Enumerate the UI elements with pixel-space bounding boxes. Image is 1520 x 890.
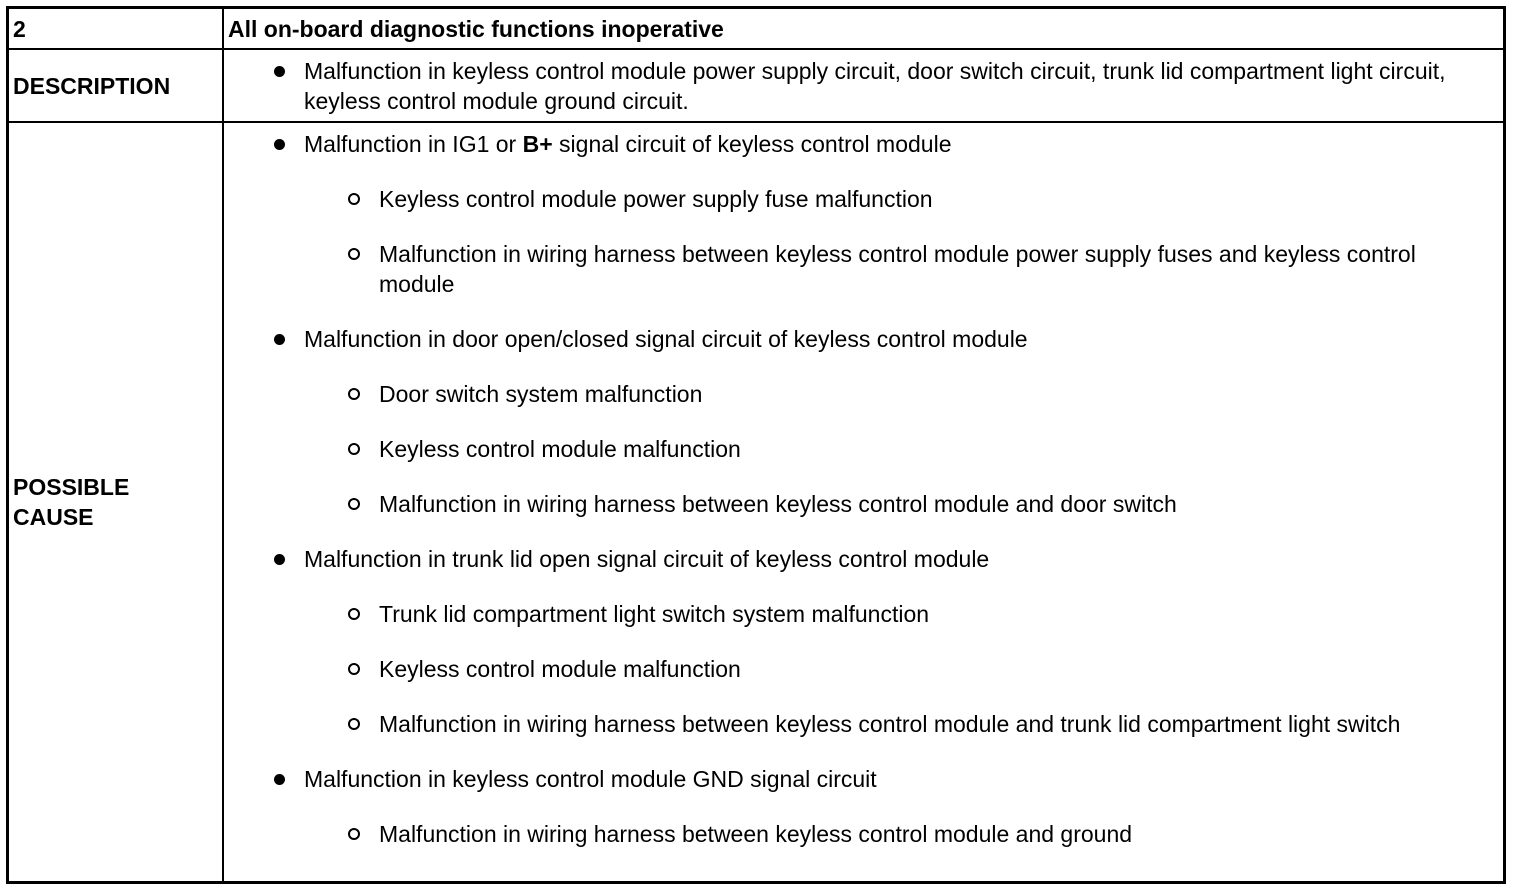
cause-subitem-text: Malfunction in wiring harness between keyless control module and ground bbox=[379, 821, 1133, 847]
hollow-bullet-icon bbox=[348, 193, 360, 205]
hollow-bullet-icon bbox=[348, 388, 360, 400]
cause-subitem bbox=[224, 379, 1503, 409]
description-content bbox=[224, 50, 1503, 123]
filled-bullet-icon bbox=[274, 66, 285, 77]
cause-subitem bbox=[224, 489, 1503, 519]
cause-title-text: Malfunction in trunk lid open signal circuit of keyless control module bbox=[304, 546, 990, 572]
cause-subitem-text: Malfunction in wiring harness between keyless control module power supply fuses and keyless control module bbox=[379, 241, 1416, 297]
cause-subitem bbox=[224, 599, 1503, 629]
cause-group-title bbox=[224, 764, 1503, 794]
step-title bbox=[224, 9, 1503, 50]
filled-bullet-icon bbox=[274, 774, 285, 785]
cause-subitem bbox=[224, 434, 1503, 464]
cause-subitem-text: Malfunction in wiring harness between keyless control module and trunk lid compartment light switch bbox=[379, 711, 1401, 737]
possible-cause-label-line1: POSSIBLE bbox=[13, 474, 130, 500]
hollow-bullet-icon bbox=[348, 828, 360, 840]
step-number bbox=[9, 9, 224, 50]
cause-title-text: Malfunction in keyless control module GND signal circuit bbox=[304, 766, 877, 792]
hollow-bullet-icon bbox=[348, 718, 360, 730]
cause-subitem-text: Door switch system malfunction bbox=[379, 381, 703, 407]
possible-cause-label bbox=[9, 123, 224, 881]
hollow-bullet-icon bbox=[348, 443, 360, 455]
cause-title-post: signal circuit of keyless control module bbox=[552, 131, 952, 157]
description-item-text: Malfunction in keyless control module power supply circuit, door switch circuit, trunk lid compartment light circuit, keyless control module ground circuit. bbox=[304, 58, 1446, 114]
hollow-bullet-icon bbox=[348, 663, 360, 675]
cause-subitem bbox=[224, 654, 1503, 684]
cause-title-pre: Malfunction in IG1 or bbox=[304, 131, 523, 157]
cause-group-title bbox=[224, 129, 1503, 159]
possible-cause-label-line2: CAUSE bbox=[13, 504, 94, 530]
cause-title-strong: B+ bbox=[522, 131, 553, 157]
cause-subitem bbox=[224, 819, 1503, 849]
hollow-bullet-icon bbox=[348, 498, 360, 510]
filled-bullet-icon bbox=[274, 554, 285, 565]
cause-subitem-text: Malfunction in wiring harness between keyless control module and door switch bbox=[379, 491, 1177, 517]
description-item bbox=[224, 56, 1503, 116]
description-label-text: DESCRIPTION bbox=[13, 72, 171, 99]
filled-bullet-icon bbox=[274, 334, 285, 345]
cause-group-title bbox=[224, 324, 1503, 354]
hollow-bullet-icon bbox=[348, 608, 360, 620]
diagnostic-table bbox=[6, 6, 1506, 884]
cause-group-title bbox=[224, 544, 1503, 574]
description-label bbox=[9, 50, 224, 123]
cause-subitem bbox=[224, 239, 1503, 299]
filled-bullet-icon bbox=[274, 139, 285, 150]
possible-cause-content bbox=[224, 123, 1503, 881]
hollow-bullet-icon bbox=[348, 248, 360, 260]
step-title-text: All on-board diagnostic functions inoperative bbox=[228, 15, 724, 42]
cause-subitem bbox=[224, 709, 1503, 739]
cause-title-text: Malfunction in door open/closed signal circuit of keyless control module bbox=[304, 326, 1028, 352]
step-number-text: 2 bbox=[13, 15, 26, 42]
cause-subitem-text: Trunk lid compartment light switch system malfunction bbox=[379, 601, 930, 627]
cause-subitem-text: Keyless control module malfunction bbox=[379, 436, 741, 462]
cause-subitem bbox=[224, 184, 1503, 214]
cause-subitem-text: Keyless control module malfunction bbox=[379, 656, 741, 682]
cause-subitem-text: Keyless control module power supply fuse malfunction bbox=[379, 186, 933, 212]
